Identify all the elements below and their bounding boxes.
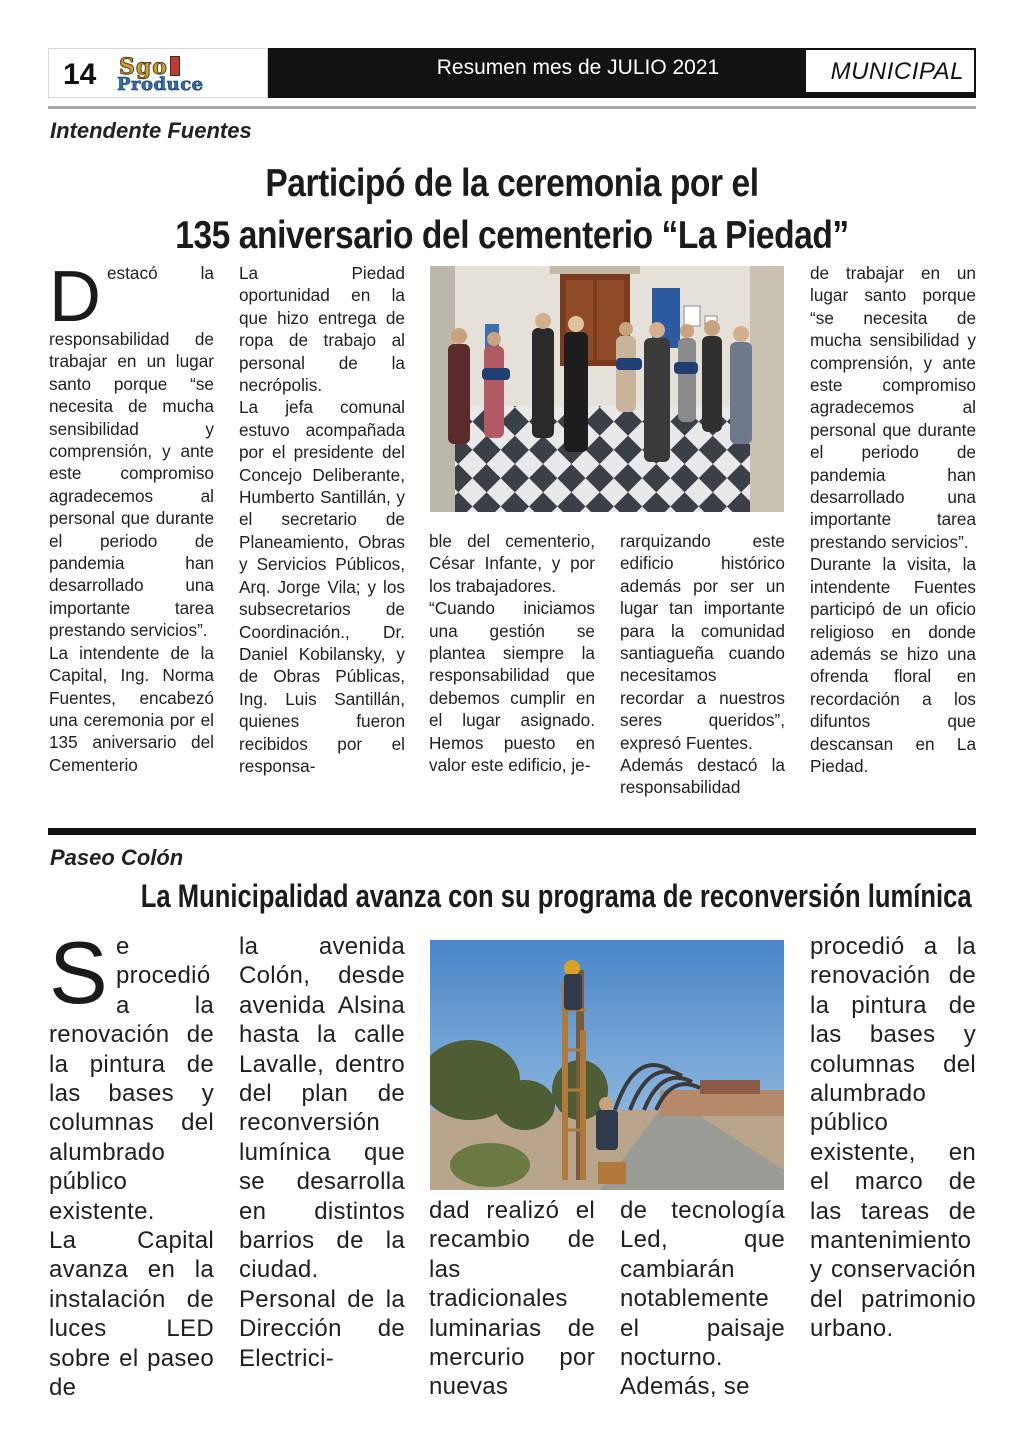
section-divider [48, 828, 976, 835]
article1-column-2 [239, 262, 405, 822]
header-left-box [48, 48, 268, 98]
article1-col2-p2: La jefa comunal estuvo acompañada por el presidente del Concejo Deliberante, Humberto Santillán, y el secretario de Planeamiento, Obras y Servicios Públicos, Arq. Jorge Vila; y los subsecretarios de Coordinación., Dr. Daniel Kobilansky, y de Obras Públicas, Ing. Luis Santillán, quienes fueron recibidos por el responsa- [239, 397, 405, 776]
article2-column-5 [810, 932, 976, 1404]
article2-column-3 [429, 1196, 595, 1404]
ceremony-photo [430, 266, 784, 512]
article1-col5-p2: Durante la visita, la intendente Fuentes participó de un oficio religioso en donde además se hizo una ofrenda floral en recordación a los difuntos que descansan en La Piedad. [810, 554, 976, 776]
header-divider [48, 106, 976, 109]
article2-column-4 [620, 1196, 785, 1404]
article2-col4-p1: de tecnología Led, que cambiarán notablemente el paisaje nocturno. [620, 1197, 785, 1372]
article2-col2-p2: Personal de la Dirección de Electrici- [239, 1285, 405, 1372]
article2-kicker: Paseo Colón [50, 845, 184, 870]
article2-col1-p1: e procedió a la renovación de la pintura de las bases y columnas del alumbrado público existente. [49, 933, 214, 1225]
article1-kicker: Intendente Fuentes [50, 118, 252, 143]
article1-col2-p1: La Piedad oportunidad en la que hizo entrega de ropa de trabajo al personal de la necrópolis. [239, 263, 405, 396]
article1-title-line1: Participó de la ceremonia por el [265, 162, 759, 205]
header-bar [268, 48, 976, 98]
page-header [48, 48, 976, 98]
page-number: 14 [63, 58, 97, 91]
article1-col3-p2: “Cuando iniciamos una gestión se plantea siempre la responsabilidad que debemos cumplir en el lugar asignado. Hemos puesto en valor este edificio, je- [429, 598, 595, 776]
article2-column-1 [49, 932, 214, 1404]
article1-title-line2: 135 aniversario del cementerio “La Piedad” [175, 214, 849, 257]
article1-col5-p1: de trabajar en un lugar santo porque “se necesita de mucha sensibilidad y comprensión, y ante este compromiso agradecemos al personal que durante el periodo de pandemia han desarrollado una importante tarea prestando servicios”. [810, 263, 976, 552]
article1-column-3 [429, 530, 595, 822]
section-label: MUNICIPAL [830, 58, 964, 85]
article1-col3-p1: ble del cementerio, César Infante, y por los trabajadores. [429, 531, 595, 596]
lighting-photo [430, 940, 784, 1190]
article2-col5-p1: procedió a la renovación de la pintura de las bases y columnas del alumbrado público existente, en el marco de las tareas de mantenimiento y conservación del patrimonio urbano. [810, 933, 976, 1343]
article1-drop-cap: D [49, 262, 101, 337]
article2-column-2 [239, 932, 405, 1404]
article1-title [113, 158, 911, 262]
article2-col1-p2: La Capital avanza en la instalación de luces LED sobre el paseo de [49, 1227, 214, 1402]
article1-col4-p1: rarquizando este edificio histórico además por ser un lugar tan importante para la comunidad santiagueña cuando necesitamos recordar a nuestros seres queridos”, expresó Fuentes. [620, 531, 785, 753]
issue-date: Resumen mes de JULIO 2021 [436, 56, 720, 79]
article1-col1-p1: estacó la responsabilidad de trabajar en un lugar santo porque “se necesita de mucha sensibilidad y comprensión, y ante este compromiso agradecemos al personal que durante el periodo de pandemia han desarrollado una importante tarea prestando servicios”. [49, 263, 214, 641]
sgo-produce-logo: Sgo Produce [117, 54, 204, 95]
article1-col4-p2: Además destacó la responsabilidad [620, 755, 785, 798]
article1-column-1 [49, 262, 214, 822]
article2-col4-p2: Además, se [620, 1373, 750, 1401]
article1-column-4 [620, 530, 785, 822]
section-label-box [804, 48, 976, 94]
article2-title: La Municipalidad avanza con su programa de reconversión lumínica [140, 878, 972, 914]
article1-col1-p2: La intendente de la Capital, Ing. Norma Fuentes, encabezó una ceremonia por el 135 aniversario del Cementerio [49, 642, 214, 775]
article2-col2-p1: la avenida Colón, desde avenida Alsina hasta la calle Lavalle, dentro del plan de reconversión lumínica que se desarrolla en distintos barrios de la ciudad. [239, 933, 405, 1284]
article1-column-5 [810, 262, 976, 822]
article2-drop-cap: S [49, 932, 108, 1022]
article2-col3-p1: dad realizó el recambio de las tradicionales luminarias de mercurio por nuevas [429, 1197, 595, 1401]
